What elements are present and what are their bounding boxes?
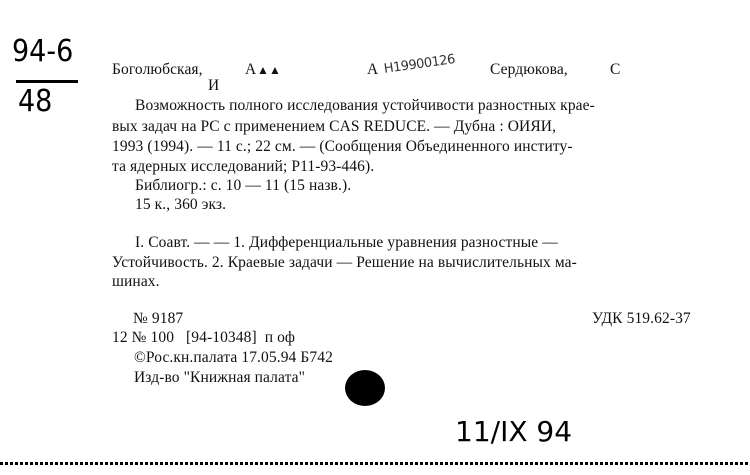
author-2-initial: С (610, 61, 621, 78)
title-line-3: 1993 (1994). — 11 с.; 22 см. — (Сообщения Объединенного институ- (112, 138, 573, 155)
subject-line-2: Устойчивость. 2. Краевые задачи — Решение на вычислительных ма- (112, 254, 577, 271)
registration-stamp: H19900126 (383, 52, 456, 77)
author-2-initial: А (367, 61, 379, 78)
handwritten-date: 11/IX 94 (455, 415, 573, 448)
title-line-2: вых задач на PC с применением CAS REDUCE. — Дубна : ОИЯИ, (112, 118, 557, 135)
subject-line-3: шинах. (112, 273, 160, 290)
registration-line: 12 № 100 [94-10348] п оф (112, 329, 296, 346)
handwritten-shelf-bottom: 48 (18, 84, 53, 119)
ink-blot (345, 370, 385, 406)
title-line-1: Возможность полного исследования устойчивости разностных крае- (135, 97, 595, 114)
author-1-initial-smudge: ▲▲ (257, 63, 281, 77)
publisher-line: Изд-во "Книжная палата" (134, 369, 306, 386)
title-line-4: та ядерных исследований; Р11-93-446). (112, 158, 375, 175)
author-1: Боголюбская, (112, 61, 203, 78)
conjunction-and: И (208, 77, 220, 94)
copies-count: 15 к., 360 экз. (135, 196, 227, 213)
card-number: № 9187 (133, 310, 184, 327)
subject-line-1: I. Соавт. — — 1. Дифференциальные уравнения разностные — (135, 234, 558, 251)
udk-code: УДК 519.62-37 (592, 310, 691, 327)
bibliography-note: Библиогр.: с. 10 — 11 (15 назв.). (135, 177, 352, 194)
author-1-initial: А (245, 61, 257, 78)
handwritten-shelf-top: 94-6 (12, 34, 74, 69)
card-bottom-edge (0, 462, 750, 465)
shelf-mark-divider (16, 80, 78, 83)
author-2: Сердюкова, (490, 61, 568, 78)
copyright-line: ©Рос.кн.палата 17.05.94 Б742 (134, 349, 333, 366)
